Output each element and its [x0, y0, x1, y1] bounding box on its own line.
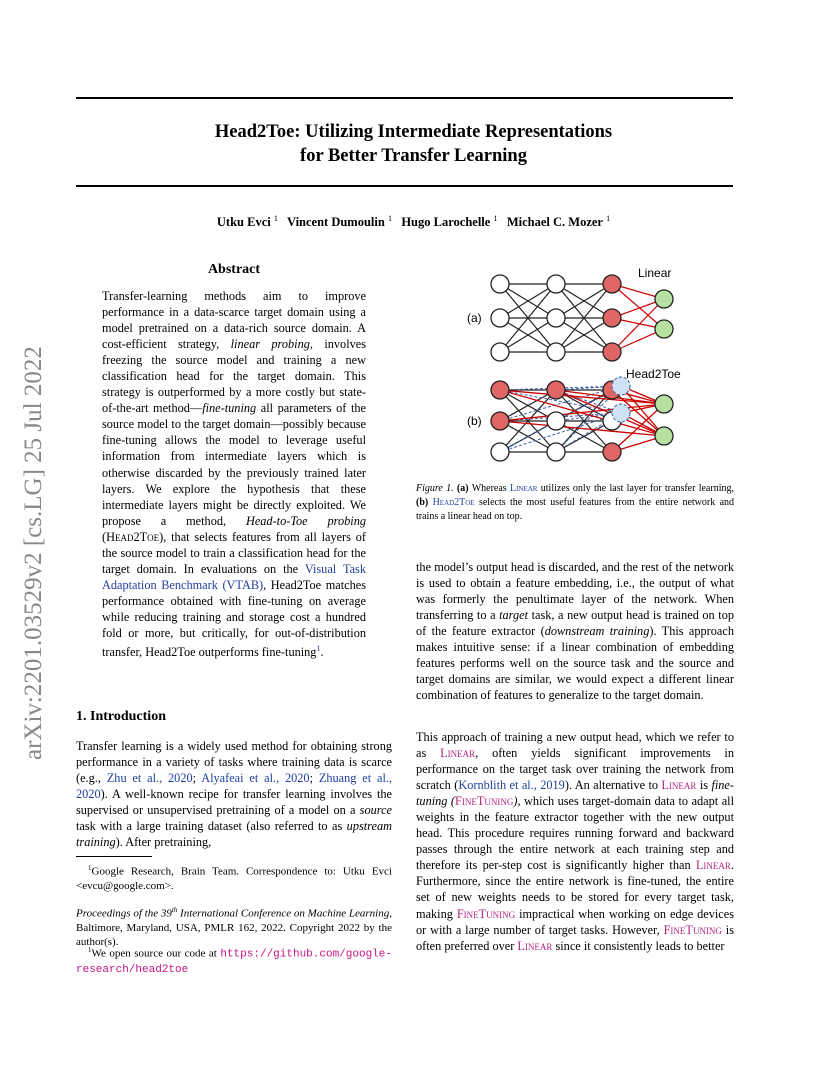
proceedings-note [76, 903, 392, 949]
output-node [655, 320, 673, 338]
feature-node [547, 412, 565, 430]
feature-node [547, 443, 565, 461]
emphasis-fine-tuning: fine-tuning [202, 401, 257, 416]
citation-link[interactable]: Zhuang et al., 2020 [76, 771, 393, 802]
body-text: ) [513, 794, 518, 809]
emphasis-upstream: upstream training [76, 819, 392, 850]
intro-text: Transfer learning is a widely used method for obtaining strong performance in a variety of tasks where training data is scarce (e.g., [76, 739, 392, 786]
figure-network-diagram [416, 255, 734, 470]
affiliation-mark: 1 [493, 214, 498, 223]
introduction-heading: 1. Introduction [76, 709, 166, 724]
term-finetuning: FineTuning [663, 922, 722, 937]
right-paragraph-1 [416, 559, 734, 703]
footnote-text: Google Research, Brain Team. Correspondence to: Utku Evci <evcu@google.com>. [76, 865, 392, 892]
abstract-text: ), that selects features from all layers of the source model to train a classification head for the target domain. In evaluations on the [102, 529, 366, 576]
author-name: Michael C. Mozer [506, 215, 603, 230]
top-rule [76, 97, 733, 99]
label-b: (b) [467, 414, 482, 428]
feature-node [491, 309, 509, 327]
author-name: Utku Evci [216, 215, 271, 230]
feature-node [547, 309, 565, 327]
caption-text: Whereas [468, 483, 510, 494]
feature-node-selected [603, 275, 621, 293]
abstract-text: ( [102, 529, 107, 544]
feature-node [491, 443, 509, 461]
body-text: This approach of training a new output head, which we refer to as [416, 730, 734, 761]
label-a: (a) [467, 311, 482, 325]
feature-node-selected [491, 381, 509, 399]
term-linear: Linear [517, 938, 553, 953]
footnote-text: We open source our code at [91, 947, 221, 960]
output-node [655, 395, 673, 413]
output-node [655, 427, 673, 445]
footnote-rule [76, 856, 152, 857]
feature-node-selected [603, 443, 621, 461]
affiliation-mark: 1 [606, 214, 611, 223]
term-linear: Linear [440, 746, 476, 761]
abstract-text: , involves freezing the source model and training a new classification head for the target domain. This strategy is outperformed by a more costly but state-of-the-art method— [102, 337, 367, 416]
citation-link[interactable]: Kornblith et al., 2019 [458, 778, 565, 793]
emphasis-linear-probing: linear probing [230, 337, 310, 352]
affiliation-mark: 1 [387, 214, 392, 223]
body-text: is [696, 778, 712, 793]
pooled-feature-node [612, 404, 630, 422]
emphasis-source: source [359, 803, 392, 818]
feature-node-selected [491, 412, 509, 430]
intro-text: task with a large training dataset (also referred to as [76, 819, 347, 834]
author-name: Hugo Larochelle [401, 215, 491, 230]
introduction-body [76, 738, 392, 850]
body-text: , which uses target-domain data to adapt all weights in the feature extractor together with the new output head. This procedure requires running forward and backward passes through the entire network at each training step and therefore its per-step cost is significantly higher than [416, 794, 734, 873]
feature-node [491, 343, 509, 361]
term-finetuning: FineTuning [456, 906, 516, 921]
arxiv-stamp: arXiv:2201.03529v2 [cs.LG] 25 Jul 2022 [20, 346, 47, 760]
body-text: ). An alternative to [564, 778, 662, 793]
intro-text: ). After pretraining, [115, 835, 212, 850]
code-url-link[interactable]: https://github.com/google-research/head2toe [76, 948, 392, 976]
body-text: is often preferred over [416, 922, 735, 953]
feature-node-selected [603, 343, 621, 361]
method-abbr: Head2Toe [106, 529, 160, 544]
paper-title [76, 120, 751, 168]
body-text: task, a new output head is trained on top of the feature extractor ( [416, 608, 734, 639]
emphasis-method-name: Head-to-Toe probing [245, 513, 366, 528]
title-line-2: for Better Transfer Learning [300, 146, 527, 166]
caption-head2toe: Head2Toe [432, 497, 475, 508]
body-text: , often yields significant improvements in performance on the target task over training the network from scratch ( [416, 746, 734, 793]
term-linear: Linear [695, 858, 731, 873]
footnote-code [76, 943, 392, 977]
term-linear: Linear [661, 778, 697, 793]
right-paragraph-2 [416, 729, 734, 954]
body-text: ). This approach makes intuitive sense: if a linear combination of embedding features performs well on the source task and the source and target domains are similar, we would expect a different linear combination of features to generalize to the target domain. [416, 624, 734, 703]
intro-text: ). A well-known recipe for transfer learning involves the supervised or unsupervised pretraining of a model on a [76, 787, 392, 818]
footnote-link[interactable]: 1 [316, 644, 321, 654]
abstract-text: , Head2Toe matches performance obtained with fine-tuning on average while reducing training and storage cost a hundred fold or more, but critically, for out-of-distribution transfer, Head2Toe outperforms fine-tuning [102, 577, 366, 660]
feature-node [547, 343, 565, 361]
abstract-text: . [320, 645, 324, 660]
caption-text: utilizes only the last layer for transfer learning, [537, 483, 734, 494]
caption-linear: Linear [509, 483, 538, 494]
caption-label: Figure 1. [416, 483, 454, 494]
body-text: . Furthermore, since the entire network is fine-tuned, the entire set of new weights needs to be stored for every target task, making [416, 858, 734, 921]
figure-caption [416, 482, 734, 524]
feature-node [547, 275, 565, 293]
proceedings-sup: th [171, 906, 178, 914]
label-head2toe: Head2Toe [626, 367, 681, 381]
abstract-body [102, 288, 366, 660]
intro-text: ; [309, 771, 319, 786]
proceedings-text: International Conference on Machine Learning [177, 907, 390, 920]
footnote-affiliation [76, 861, 392, 893]
citation-link[interactable]: Alyafeai et al., 2020 [201, 771, 310, 786]
output-node [655, 290, 673, 308]
feature-node-selected [547, 381, 565, 399]
feature-node [491, 275, 509, 293]
caption-text: selects the most useful features from the entire network and trains a linear head on top. [416, 497, 735, 522]
vtab-link[interactable]: Visual Task Adaptation Benchmark (VTAB) [102, 561, 366, 592]
body-text: the model’s output head is discarded, and the rest of the network is used to obtain a feature embedding, i.e., the output of what was formerly the penultimate layer of the network. When transferring to a [416, 560, 734, 623]
term-finetuning: FineTuning [455, 794, 514, 809]
footnote-mark: 1 [88, 946, 92, 954]
emphasis-downstream: downstream training [544, 624, 650, 639]
intro-text: ; [192, 771, 202, 786]
body-text: impractical when working on edge devices or with a large number of target tasks. However, [416, 906, 734, 937]
affiliation-mark: 1 [273, 214, 278, 223]
emphasis-target: target [499, 608, 529, 623]
caption-a: (a) [453, 483, 469, 494]
abstract-text: all parameters of the source model to the target domain—possibly because fine-tuning allows the model to leverage useful information from intermediate layers which is otherwise discarded by the previously trained later layers. We explore the hypothesis that these intermediate layers might be directly exploited. We propose a method, [102, 401, 367, 528]
author-name: Vincent Dumoulin [287, 215, 385, 230]
body-text: since it consistently leads to better [552, 938, 725, 953]
footnote-mark: 1 [88, 864, 92, 872]
proceedings-text: Proceedings of the 39 [76, 907, 172, 920]
caption-b: (b) [416, 497, 429, 508]
citation-link[interactable]: Zhu et al., 2020 [106, 771, 193, 786]
proceedings-text: , Baltimore, Maryland, USA, PMLR 162, 2022. Copyright 2022 by the author(s). [76, 907, 392, 948]
abstract-heading: Abstract [207, 262, 261, 277]
feature-node-selected [603, 309, 621, 327]
title-line-1: Head2Toe: Utilizing Intermediate Representations [214, 122, 613, 142]
label-linear: Linear [638, 266, 672, 280]
title-bottom-rule [76, 185, 733, 187]
author-list [76, 214, 751, 230]
abstract-text: Transfer-learning methods aim to improve performance in a data-scarce target domain using a model pretrained on a data-rich source domain. A cost-efficient strategy, [102, 289, 366, 352]
emphasis-fine-tuning: fine-tuning ( [416, 778, 734, 809]
